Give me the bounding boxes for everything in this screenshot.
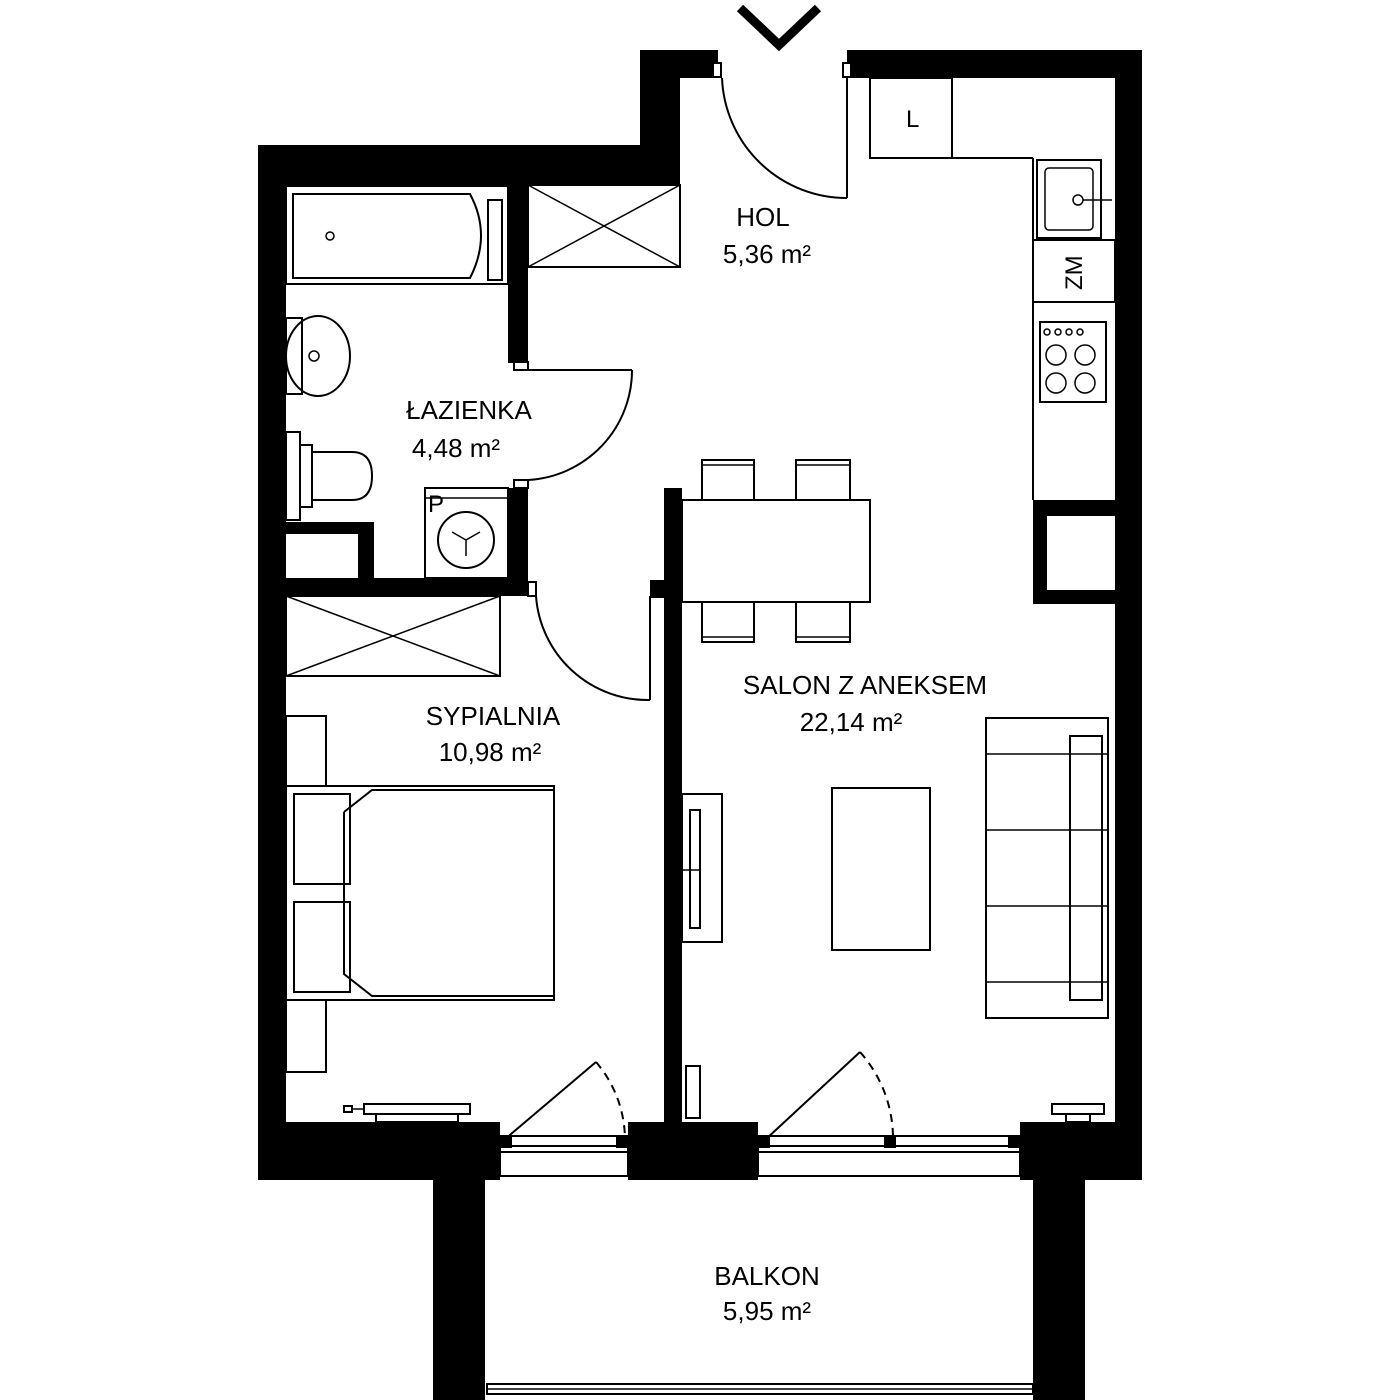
balkon-area: 5,95 m² xyxy=(722,1296,812,1326)
windows xyxy=(500,1136,1020,1176)
dishwasher xyxy=(1033,240,1115,302)
toilet xyxy=(286,432,372,520)
radiator-bedroom xyxy=(344,1104,470,1122)
entrance-chevron-down-icon xyxy=(740,8,818,45)
wardrobe-hall xyxy=(528,185,680,267)
tv-unit xyxy=(682,794,722,942)
radiator-salon xyxy=(686,1066,1104,1122)
sypialnia-area: 10,98 m² xyxy=(438,737,542,767)
balkon-name: BALKON xyxy=(714,1261,820,1291)
bathtub xyxy=(286,186,508,284)
lazienka-area: 4,48 m² xyxy=(411,433,501,463)
walls xyxy=(258,50,1142,1400)
salon-area: 22,14 m² xyxy=(799,707,903,737)
salon-name: SALON Z ANEKSEM xyxy=(742,670,988,700)
doors xyxy=(504,78,893,1140)
hol-name: HOL xyxy=(736,202,790,232)
kitchen-sink xyxy=(1037,160,1112,238)
sofa xyxy=(986,718,1108,1018)
bed xyxy=(286,786,554,1000)
kitchen-counter xyxy=(870,78,1033,500)
coffee-table xyxy=(832,788,930,950)
washer-label: P xyxy=(428,491,445,518)
fridge-label: L xyxy=(906,106,920,133)
dishwasher-label: ZM xyxy=(1061,255,1088,290)
sypialnia-name: SYPIALNIA xyxy=(425,701,561,731)
lazienka-name: ŁAZIENKA xyxy=(406,395,532,425)
nightstands xyxy=(286,716,326,1072)
washing-machine xyxy=(425,488,508,578)
stove xyxy=(1040,322,1106,402)
washbasin xyxy=(286,316,350,396)
dining-table xyxy=(682,460,870,642)
hol-area: 5,36 m² xyxy=(722,239,812,269)
wardrobe-bedroom xyxy=(286,596,500,676)
balcony-railing xyxy=(487,1384,1033,1394)
